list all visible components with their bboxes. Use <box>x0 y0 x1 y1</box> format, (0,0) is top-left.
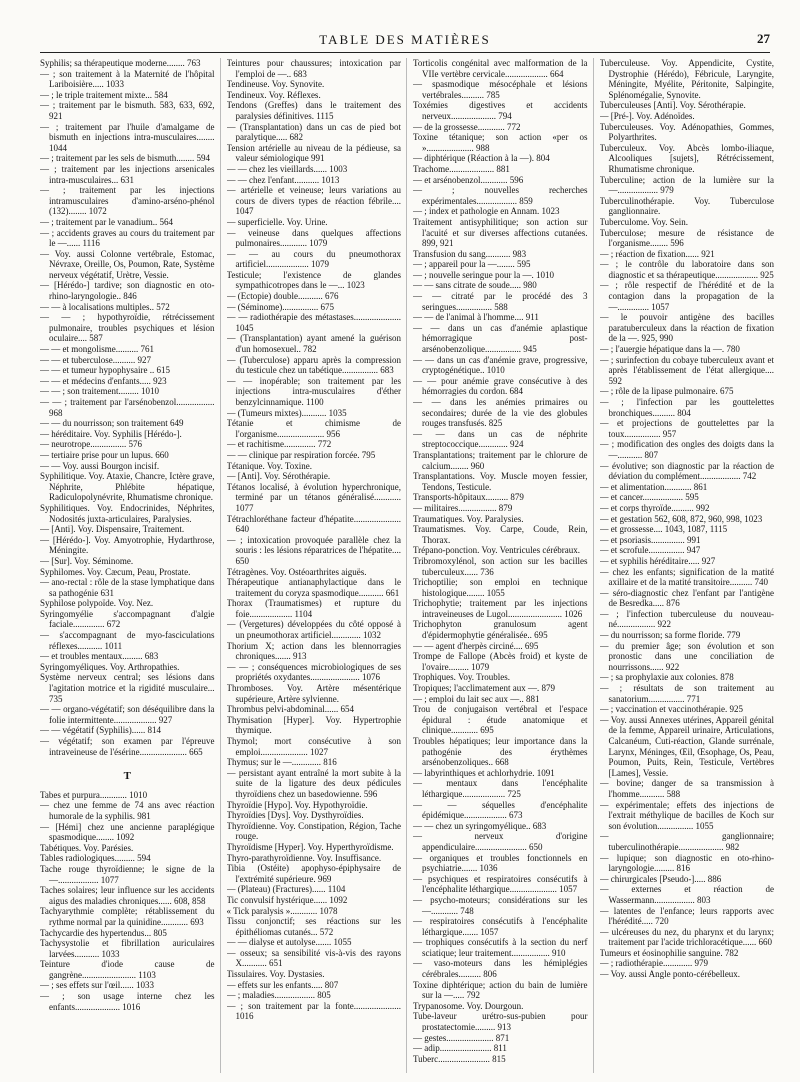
index-entry: — ; accidents graves au cours du traitement par le —...... 1116 <box>40 227 215 249</box>
index-entry: — Voy. aussi Annexes utérines, Appareil génital de la femme, Appareil urinaire, Articulations, Calcanéum, Cuti-réaction, Glande surrénale, Larynx, Méninges, Œil, Œsophage, Os, Peau, Poumon, Puits, Rein, Testicule, Vertèbres [Lames], Vessie. <box>599 714 774 778</box>
index-entry: Tic convulsif hystérique...... 1092 <box>226 894 348 905</box>
index-entry: — psychiques et respiratoires consécutifs à l'encéphalite léthargique..................... 1057 <box>413 873 588 895</box>
index-entry: — — ; traitement par l'arsénobenzol................. 968 <box>40 397 215 418</box>
index-entry: — ; traitement par le vanadium.. 564 <box>40 216 173 227</box>
index-entry: Système nerveux central; ses lésions dans l'agitation motrice et la rigidité musculaire... 735 <box>40 672 215 704</box>
index-entry: — ; index et pathologie en Annam. 1023 <box>413 206 560 217</box>
index-entry: — ; le contrôle du laboratoire dans son diagnostic et sa thérapeutique................... 925 <box>599 259 774 280</box>
index-entry: — chirurgicales [Pseudo-]..... 886 <box>599 873 722 884</box>
index-entry: — — de l'animal à l'homme.... 911 <box>413 312 539 323</box>
index-entry: Tuberculinothérapie. Voy. Tuberculose ganglionnaire. <box>599 195 774 217</box>
index-entry: — et corps thyroïde.......... 992 <box>599 502 710 513</box>
index-entry: Tension artérielle au niveau de la pédieuse, sa valeur sémiologique 991 <box>226 142 401 164</box>
index-entry: — artérielle et veineuse; leurs variations au cours de divers types de réaction fébrile.... 1047 <box>226 185 401 217</box>
index-entry: — psycho-moteurs; considérations sur les —............ 748 <box>413 894 588 916</box>
index-entry: Tuberculome. Voy. Sein. <box>599 216 689 227</box>
index-entry: — osseux; sa sensibilité vis-à-vis des rayons X........... 651 <box>226 947 401 969</box>
index-entry: Tendons (Greffes) dans le traitement des paralysies définitives. 1115 <box>226 100 401 121</box>
index-entry: — héréditaire. Voy. Syphilis [Hérédo-]. <box>40 428 182 439</box>
index-entry: Traitement antisyphilitique; son action sur l'acuité et sur diverses affections cutanées. 899, 921 <box>413 216 588 249</box>
index-entry: — externes et réaction de Wassermann.................. 803 <box>599 884 774 905</box>
index-entry: Tétanique. Voy. Toxine. <box>226 460 313 471</box>
index-entry: Torticolis congénital avec malformation de la VIIe vertèbre cervicale................... 664 <box>413 58 588 79</box>
index-entry: — — Voy. aussi Bourgon incisif. <box>40 460 160 471</box>
index-entry: — ; maladies.................. 805 <box>226 990 331 1001</box>
index-entry: Toxémies digestives et accidents nerveux.................... 794 <box>413 100 588 121</box>
index-entry: — tertiaire prise pour un lupus. 660 <box>40 449 169 460</box>
index-entry: — — ; hypothyroïdie, rétrécissement pulmonaire, troubles psychiques et lésion oculaire.... 587 <box>40 312 215 344</box>
index-entry: Thrombus pelvi-abdominal...... 654 <box>226 704 354 715</box>
index-entry: — spasmodique mésocéphale et lésions vertébrales.......... 785 <box>413 79 588 100</box>
index-entry: Tuberculeuses [Anti]. Voy. Sérothérapie. <box>599 100 746 111</box>
index-entry: — [Anti]. Voy. Dispensaire, Traitement. <box>40 524 185 535</box>
index-entry: — végétatif; son examen par l'épreuve intraveineuse de l'ésérine..................... 665 <box>40 736 215 757</box>
index-entry: — s'accompagnant de myo-fasciculations réflexes........... 1011 <box>40 630 215 651</box>
index-entry: — de la grossesse............ 772 <box>413 121 521 132</box>
index-entry: Tétrachloréthane facteur d'hépatite..................... 640 <box>226 513 401 535</box>
index-columns <box>40 58 774 1073</box>
index-entry: Thérapeutique antianaphylactique dans le traitement du coryza spasmodique........... 661 <box>226 577 401 598</box>
index-entry: — gestes..................... 871 <box>413 1032 510 1043</box>
index-entry: Taches solaires; leur influence sur les accidents aigus des maladies chroniques...... 608, 858 <box>40 885 215 906</box>
index-entry: — ; modification des ongles des doigts dans la —........... 807 <box>599 439 774 460</box>
index-entry: — ; emploi du lait sec aux —.. 881 <box>413 693 540 704</box>
header-rule <box>40 52 770 53</box>
index-entry: Tuberc....................... 815 <box>413 1053 506 1064</box>
index-entry: Transfusion du sang........... 983 <box>413 248 527 259</box>
index-entry: — [Hérédo-]. Voy. Amyotrophie, Hydarthrose, Méningite. <box>40 534 215 556</box>
index-entry: Syringomyélie s'accompagnant d'algie faciale.............. 672 <box>40 608 215 630</box>
page-title: TABLE DES MATIÈRES <box>319 32 491 47</box>
index-entry: Tuberculeuses. Voy. Adénopathies, Gommes, Polyarthrites. <box>599 121 774 143</box>
index-entry: Tabétiques. Voy. Parésies. <box>40 842 134 853</box>
index-entry: — chez une femme de 74 ans avec réaction humorale de la syphilis. 981 <box>40 800 215 821</box>
index-entry: — — ; conséquences microbiologiques de ses propriétés oxydantes...................... 1076 <box>226 661 401 683</box>
index-entry: — bovine; danger de sa transmission à l'homme........... 588 <box>599 778 774 799</box>
index-entry: Trichophyton granulosum agent d'épidermophytie généralisée.. 695 <box>413 619 588 641</box>
index-entry: Tuberculeux. Voy. Abcès lombo-iliaque, Alcooliques [sujets], Rétrécissement, Rhumatisme chronique. <box>599 142 774 174</box>
index-entry: — (Vergetures) développées du côté opposé à un pneumothorax artificiel............. 1032 <box>226 619 401 641</box>
index-entry: Thymisation [Hyper]. Voy. Hypertrophie thymique. <box>226 714 401 736</box>
index-entry: — ; traitement par les sels de bismuth........ 594 <box>40 153 210 164</box>
index-entry: Tendineuse. Voy. Synovite. <box>226 79 325 90</box>
index-entry: — ; traitement par l'huile d'amalgame de bismuth en injections intra-musculaires........ 1044 <box>40 121 215 153</box>
index-entry: — — chez l'enfant........... 1013 <box>226 174 340 185</box>
index-entry: Thromboses. Voy. Artère mésentérique supérieure, Artère sylvienne. <box>226 683 401 704</box>
index-entry: — ; l'infection tuberculeuse du nouveau-né................. 922 <box>599 608 774 630</box>
index-entry: — veineuse dans quelques affections pulmonaires............ 1079 <box>226 227 401 249</box>
index-entry: Toxine diphtérique; action du bain de lumière sur la —..... 792 <box>413 979 588 1001</box>
page-header <box>40 28 770 52</box>
index-entry: — diphtérique (Réaction à la —). 804 <box>413 153 550 164</box>
index-entry: — (Transplantation) ayant amené la guérison d'un homosexuel.. 782 <box>226 333 401 355</box>
index-entry: — [Sur]. Voy. Séminome. <box>40 555 134 566</box>
index-entry: — du premier âge; son évolution et son pronostic dans une conciliation de nourrissons...... 922 <box>599 640 774 672</box>
index-entry: — — ; son traitement......... 1010 <box>40 386 159 397</box>
index-entry: — (Transplantation) dans un cas de pied bot paralytique..... 682 <box>226 121 401 143</box>
index-entry: — adip....................... 811 <box>413 1043 507 1054</box>
index-entry: — trophiques consécutifs à la section du nerf sciatique; leur traitement................. 910 <box>413 937 588 958</box>
index-entry: — ; l'infection par les gouttelettes bronchiques.......... 804 <box>599 397 774 418</box>
index-entry: Tables radiologiques......... 594 <box>40 853 151 864</box>
index-entry: — — dans un cas de néphrite streptococcique............. 924 <box>413 428 588 450</box>
index-column-2 <box>227 58 408 1073</box>
index-entry: — — agent d'herpès circiné.... 695 <box>413 640 539 651</box>
index-entry: — et syphilis héréditaire..... 927 <box>599 555 716 566</box>
index-entry: Tabes et purpura............ 1010 <box>40 789 148 800</box>
index-entry: Tissulaires. Voy. Dystasies. <box>226 969 325 980</box>
index-entry: — ; rôle de la lipase pulmonaire. 675 <box>599 386 734 397</box>
index-entry: Thymus; sur le —............. 816 <box>226 757 337 768</box>
index-entry: Tétanos localisé, à évolution hyperchronique, terminé par un tétanos généralisé............ 1077 <box>226 481 401 513</box>
index-entry: — [Pré-]. Voy. Adénoïdes. <box>599 110 695 121</box>
index-entry: — — séquelles d'encéphalite épidémique................... 673 <box>413 799 588 821</box>
index-entry: Tuberculose; mesure de résistance de l'organisme........ 596 <box>599 227 774 249</box>
index-entry: — — à localisations multiples.. 572 <box>40 301 170 312</box>
index-entry: — [Hérédo-] tardive; son diagnostic en oto-rhino-laryngologie.. 846 <box>40 280 215 302</box>
index-entry: Teinture d'iode cause de gangrène........................ 1103 <box>40 959 215 980</box>
index-entry: — ; appareil pour la —........ 595 <box>413 259 531 270</box>
index-entry: — — dans les anémies primaires ou secondaires; durée de la vie des globules rouges transfusés. 825 <box>413 397 588 429</box>
index-entry: — et grossesse.... 1043, 1087, 1115 <box>599 524 728 535</box>
index-entry: Thyroïdies [Dys]. Voy. Dysthyroïdies. <box>226 810 364 821</box>
index-entry: Transports-hôpitaux.......... 879 <box>413 492 524 503</box>
index-entry: — ; son usage interne chez les enfants.................... 1016 <box>40 991 215 1012</box>
index-entry: — persistant ayant entraîné la mort subite à la suite de la ligature des deux pédicules thyroïdiens chez un basedowienne. 596 <box>226 767 401 799</box>
index-entry: Trophiques. Voy. Troubles. <box>413 672 511 683</box>
index-entry: — — inopérable; son traitement par les injections intra-musculaires d'éther benzylcinnamique. 1100 <box>226 375 401 407</box>
index-entry: — [Anti]. Voy. Sérothérapie. <box>226 471 331 482</box>
index-entry: — et rachitisme.............. 772 <box>226 439 332 450</box>
index-entry: — — du nourrisson; son traitement 649 <box>40 418 184 429</box>
index-entry: Transplantations. Voy. Muscle moyen fessier, Tendons, Testicule. <box>413 471 588 492</box>
index-entry: — et scrofule................ 947 <box>599 545 701 556</box>
index-entry: — séro-diagnostic chez l'enfant par l'antigène de Besredka..... 876 <box>599 587 774 609</box>
index-entry: Testicule; l'existence de glandes sympathicotropes dans le —... 1023 <box>226 269 401 291</box>
index-entry: — mentaux dans l'encéphalite léthargique................... 725 <box>413 778 588 799</box>
index-entry: — ; surinfection du cobaye tuberculeux avant et après l'établissement de l'état allergique.... 592 <box>599 354 774 386</box>
index-entry: Thyro-parathyroïdienne. Voy. Insuffisance. <box>226 852 382 863</box>
index-entry: — (Tumeurs mixtes)........... 1035 <box>226 407 347 418</box>
index-entry: — superficielle. Voy. Urine. <box>226 216 328 227</box>
index-entry: Trypanosome. Voy. Dourgoun. <box>413 1000 524 1011</box>
index-entry: — — chez un syringomyélique.. 683 <box>413 820 547 831</box>
index-entry: — et troubles mentaux......... 683 <box>40 651 159 662</box>
index-entry: — respiratoires consécutifs à l'encéphalite léthargique....... 1057 <box>413 916 588 937</box>
index-entry: — ; nouvelles recherches expérimentales.................. 859 <box>413 185 588 206</box>
index-entry: — et projections de gouttelettes par la toux................ 957 <box>599 418 774 439</box>
index-entry: Tachyarythmie complète; rétablissement du rythme normal par la quinidine............ 693 <box>40 906 215 927</box>
index-entry: Thyroïdisme [Hyper]. Voy. Hyperthyroïdisme. <box>226 841 394 852</box>
index-entry: — le pouvoir antigène des bacilles paratuberculeux dans la réaction de fixation de la —. 925, 990 <box>599 312 774 344</box>
index-entry: — [Hémi] chez une ancienne paraplégique spasmodique........ 1092 <box>40 821 215 843</box>
index-entry: — ; l'auergie hépatique dans la —. 780 <box>599 344 740 355</box>
index-entry: Tropiques; l'acclimatement aux —. 879 <box>413 683 556 694</box>
index-entry: — — chez les vieillards...... 1003 <box>226 163 348 174</box>
index-column-1 <box>40 58 221 1073</box>
index-entry: — — organo-végétatif; son déséquilibre dans la folie intermittente................... 927 <box>40 704 215 725</box>
index-entry: Tube-laveur urétro-sus-pubien pour prostatectomie......... 913 <box>413 1011 588 1033</box>
index-entry: — nerveux d'origine appendiculaire....................... 650 <box>413 831 588 852</box>
index-entry: — — dans un cas d'anémie aplastique hémorragique post-arsénobenzolique................ 945 <box>413 322 588 355</box>
index-entry: — effets sur les enfants..... 807 <box>226 979 339 990</box>
index-entry: Syphilis; sa thérapeutique moderne........ 763 <box>40 58 201 68</box>
index-entry: — ; traitement par les injections intramusculaires d'amino-arséno-phénol (132)........ 1072 <box>40 185 215 217</box>
index-entry: — du nourrisson; sa forme floride. 779 <box>599 630 741 641</box>
index-entry: — ; réaction de fixation...... 921 <box>599 248 715 259</box>
index-entry: — latentes de l'enfance; leurs rapports avec l'hérédité..... 720 <box>599 905 774 927</box>
index-entry: Thyroïdienne. Voy. Constipation, Région, Tache rouge. <box>226 820 401 842</box>
index-entry: — ; nouvelle seringue pour la —. 1010 <box>413 269 554 280</box>
index-entry: — ; vaccination et vaccinothérapie. 925 <box>599 704 743 715</box>
index-entry: — — et tumeur hypophysaire .. 615 <box>40 365 170 376</box>
section-letter: T <box>123 770 131 783</box>
index-entry: — — clinique par respiration forcée. 795 <box>226 449 376 460</box>
index-entry: — — et tuberculose.......... 927 <box>40 354 151 365</box>
index-entry: — ; ses effets sur l'œil...... 1033 <box>40 980 154 991</box>
index-entry: Tendineux. Voy. Réflexes. <box>226 89 321 100</box>
index-entry: Transplantations; traitement par le chlorure de calcium........ 960 <box>413 449 588 471</box>
index-entry: — organiques et troubles fonctionnels en psychiatrie....... 1036 <box>413 852 588 874</box>
index-entry: Syringomyéliques. Voy. Arthropathies. <box>40 661 180 672</box>
index-entry: — Voy. aussi Colonne vertébrale, Estomac, Névraxe, Oreille, Os, Poumon, Rate, Système nerveux végétatif, Urètre, Vessie. <box>40 248 215 280</box>
index-entry: — — radiothérapie des métastases..................... 1045 <box>226 312 401 333</box>
index-entry: — ; le triple traitement mixte... 584 <box>40 89 168 100</box>
index-entry: Trichophytie; traitement par les injections intraveineuses de Lugol........................ 1026 <box>413 598 588 619</box>
index-entry: « Tick paralysis »............ 1078 <box>226 905 338 916</box>
index-entry: — et cancer.................. 595 <box>599 492 699 503</box>
index-entry: — ; traitement par les injections arsenicales intra-musculaires... 631 <box>40 163 215 185</box>
index-entry: — — citraté par le procédé des 3 seringues................ 588 <box>413 291 588 312</box>
index-entry: — évolutive; son diagnostic par la réaction de déviation du complément.................. 742 <box>599 460 774 482</box>
index-entry: — ganglionnaire; tuberculinothérapie.................... 982 <box>599 831 774 852</box>
index-entry: — Voy. aussi Angle ponto-cérébelleux. <box>599 969 741 980</box>
page-number: 27 <box>757 31 770 46</box>
index-entry: Syphilomes. Voy. Cæcum, Peau, Prostate. <box>40 566 191 577</box>
index-column-3 <box>413 58 594 1073</box>
index-entry: — (Ectopie) double........... 676 <box>226 291 339 302</box>
index-entry: — chez les enfants; signification de la matité axillaire et de la matité transitoire.......... 740 <box>599 566 774 588</box>
index-entry: — ; sa prophylaxie aux colonies. 878 <box>599 672 734 683</box>
index-entry: — — et mongolisme.......... 761 <box>40 344 154 355</box>
index-entry: Teintures pour chaussures; intoxication par l'emploi de —.. 683 <box>226 58 401 79</box>
index-entry: Tuberculeuse. Voy. Appendicite, Cystite, Dystrophie (Hérédo), Fébricule, Laryngite, Méningite, Myélite, Péritonite, Salpingite, Splénomégalie, Synovite. <box>599 58 774 100</box>
index-entry: Thymol; mort consécutive à son emploi..................... 1027 <box>226 736 401 757</box>
index-entry: — ; radiothérapie............. 979 <box>599 958 708 969</box>
index-entry: Trépano-ponction. Voy. Ventricules cérébraux. <box>413 545 581 556</box>
index-entry: Trou de conjugaison vertébral et l'espace épidural : étude anatomique et clinique............ 695 <box>413 704 588 736</box>
index-entry: Tétanie et chimisme de l'organisme..................... 956 <box>226 418 401 439</box>
index-entry: Traumatiques. Voy. Paralysies. <box>413 513 524 524</box>
index-entry: Syphilitique. Voy. Ataxie, Chancre, Ictère grave, Néphrite, Phlébite hépatique, Radiculopolynévrite, Rhumatisme chronique. <box>40 471 215 503</box>
index-entry: Tétragènes. Voy. Ostéoarthrites aiguës. <box>226 566 367 577</box>
index-entry: Trichoptilie; son emploi en technique histologique........ 1055 <box>413 577 588 598</box>
index-entry: Thyroïdie [Hypo]. Voy. Hypothyroïdie. <box>226 799 368 810</box>
index-entry: Tachysystolie et fibrillation auriculaires larvées........... 1033 <box>40 938 215 959</box>
index-entry: — — sans citrate de soude..... 980 <box>413 280 537 291</box>
index-entry: — (Séminome)................ 675 <box>226 301 334 312</box>
index-entry: Toxine tétanique; son action «per os »..................... 988 <box>413 132 588 153</box>
index-entry: — et alimentation............ 861 <box>599 481 708 492</box>
index-entry: Tumeurs et éosinophilie sanguine. 782 <box>599 947 739 958</box>
index-entry: — — au cours du pneumothorax artificiel................... 1079 <box>226 248 401 270</box>
index-entry: — expérimentale; effets des injections de l'extrait méthylique de bacilles de Koch sur son évolution................ 1055 <box>599 799 774 831</box>
index-entry: Thorax (Traumatismes) et rupture du foie................... 1104 <box>226 598 401 619</box>
index-entry: — ; intoxication provoquée parallèle chez la souris : les lésions réparatrices de l'hépatite.... 650 <box>226 534 401 566</box>
index-entry: — (Tuberculose) apparu après la compression du testicule chez un tabétique................ 683 <box>226 354 401 376</box>
index-column-4 <box>600 58 775 1073</box>
index-entry: — ; son traitement par la fonte..................... 1016 <box>226 1000 401 1022</box>
index-entry: Tachycardie des hypertendus... 805 <box>40 927 167 938</box>
index-entry: — neurotrope................ 576 <box>40 439 142 450</box>
index-entry: — — pour anémie grave consécutive à des hémorragies du cordon. 684 <box>413 375 588 397</box>
index-entry: Traumatismes. Voy. Carpe, Coude, Rein, Thorax. <box>413 524 588 545</box>
index-entry: — et gestation 562, 608, 872, 960, 998, 1023 <box>599 513 763 524</box>
index-entry: Trachome.................... 881 <box>413 163 510 174</box>
index-entry: — — dialyse et autolyse....... 1055 <box>226 937 352 948</box>
index-entry: — et psoriasis............... 991 <box>599 534 701 545</box>
index-entry: Tibia (Ostéite) apophyso-épiphysaire de l'extrémité supérieure. 969 <box>226 863 401 884</box>
index-entry: — ; rôle respectif de l'hérédité et de la contagion dans la propagation de la —.............. 1057 <box>599 280 774 312</box>
index-entry: — — et médecins d'enfants..... 923 <box>40 375 167 386</box>
index-entry: Syphilitiques. Voy. Endocrinides, Néphrites, Nodosités juxta-articulaires, Paralysies. <box>40 502 215 524</box>
index-entry: — et arsénobenzol............ 596 <box>413 174 524 185</box>
index-entry: Tissu conjonctif; ses réactions sur les épithéliomas cutanés... 572 <box>226 916 401 937</box>
index-entry: Troubles hépatiques; leur importance dans la pathogénie des érythèmes arsénobenzoliques.. 668 <box>413 736 588 768</box>
index-entry: — vaso-moteurs dans les hémiplégies cérébrales.......... 806 <box>413 958 588 980</box>
index-entry: — ulcéreuses du nez, du pharynx et du larynx; traitement par l'acide trichloracétique...... 660 <box>599 926 774 948</box>
index-entry: — — végétatif (Syphilis)...... 814 <box>40 725 161 736</box>
index-entry: — labyrinthiques et achlorhydrie. 1091 <box>413 767 555 778</box>
index-entry: — (Plateau) (Fractures)...... 1104 <box>226 884 346 895</box>
index-entry: — militaires................. 879 <box>413 502 513 513</box>
index-entry: Trompe de Fallope (Abcès froid) et kyste de l'ovaire......... 1079 <box>413 651 588 672</box>
index-entry: — lupique; son diagnostic en oto-rhino-laryngologie......... 816 <box>599 852 774 874</box>
index-entry: — ; traitement par le bismuth. 583, 633, 692, 921 <box>40 100 215 121</box>
index-entry: Tache rouge thyroïdienne; le signe de la —.................. 1077 <box>40 863 215 885</box>
index-entry: — ; résultats de son traitement au sanatorium................ 771 <box>599 683 774 704</box>
index-entry: Syphilose polypoïde. Voy. Nez. <box>40 598 154 609</box>
index-entry: Tuberculine; action de la lumière sur la —.................. 979 <box>599 174 774 196</box>
index-entry: — — dans un cas d'anémie grave, progressive, cryptogénétique.. 1010 <box>413 354 588 376</box>
index-entry: Tribromoxylénol, son action sur les bacilles tuberculeux...... 736 <box>413 555 588 577</box>
index-entry: — ; son traitement à la Maternité de l'hôpital Lariboisière..... 1033 <box>40 68 215 90</box>
index-entry: — ano-rectal : rôle de la stase lymphatique dans sa pathogénie 631 <box>40 577 215 598</box>
index-entry: Thorium X; action dans les blennorragies chroniques....... 913 <box>226 640 401 662</box>
